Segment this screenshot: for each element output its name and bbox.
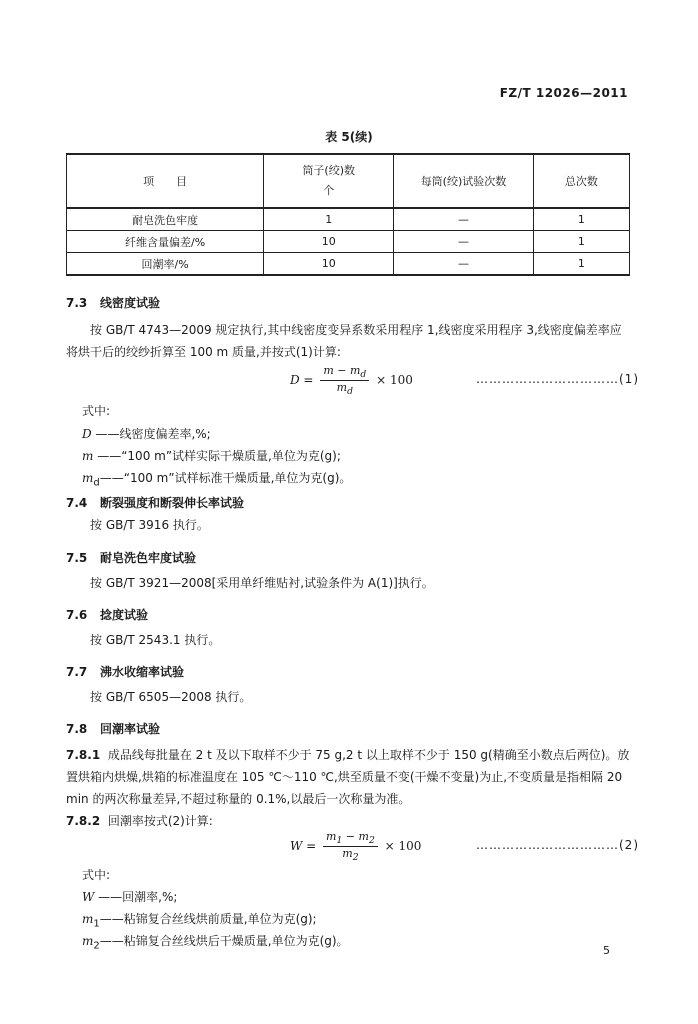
sampling-table: [66, 153, 630, 276]
formula-1-rhs: × 100: [376, 373, 413, 388]
section-title: 耐皂洗色牢度试验: [100, 551, 197, 565]
cell-count: 10: [264, 253, 394, 276]
cell-total: 1: [533, 253, 629, 276]
section-7-7-body: 按 GB/T 6505—2008 执行。: [90, 690, 252, 704]
section-7-4-heading: [66, 494, 244, 511]
cell-item: 回潮率/%: [67, 253, 264, 276]
variable-definition: m ——“100 m”试样实际干燥质量,单位为克(g);: [82, 449, 341, 463]
cell-total: 1: [533, 208, 629, 231]
variable-definition: W ——回潮率,%;: [82, 890, 178, 904]
formula-2-fraction: [323, 830, 378, 863]
table-row: [67, 231, 630, 253]
section-title: 断裂强度和断裂伸长率试验: [100, 496, 245, 510]
formula-1: [290, 364, 413, 397]
section-title: 沸水收缩率试验: [100, 665, 185, 679]
formula-2: [290, 830, 421, 863]
header-item: 项 目: [67, 154, 264, 208]
cell-per: —: [394, 253, 534, 276]
section-title: 线密度试验: [100, 296, 161, 310]
section-number: 7.8: [66, 722, 88, 736]
header-sample-count: [264, 154, 394, 208]
formula-1-denominator: $m_d$: [336, 381, 353, 398]
table-row: [67, 253, 630, 276]
cell-per: —: [394, 208, 534, 231]
header-sample-count-line2: 个: [323, 184, 335, 197]
table-row: [67, 208, 630, 231]
formula-2-lhs: W =: [290, 839, 317, 854]
cell-total: 1: [533, 231, 629, 253]
variable-definition: D ——线密度偏差率,%;: [82, 427, 211, 441]
cell-item: 耐皂洗色牢度: [67, 208, 264, 231]
section-number: 7.3: [66, 296, 88, 310]
header-sample-count-line1: 筒子(绞)数: [302, 164, 355, 177]
formula-1-fraction: [320, 364, 369, 397]
section-7-5-body: 按 GB/T 3921—2008[采用单纤维贴衬,试验条件为 A(1)]执行。: [90, 576, 434, 590]
where-label: 式中:: [82, 404, 111, 418]
section-7-6-body: 按 GB/T 2543.1 执行。: [90, 633, 221, 647]
section-number: 7.7: [66, 665, 88, 679]
formula-2-rhs: × 100: [384, 839, 422, 854]
subsection-number: 7.8.2: [66, 814, 101, 828]
table-header-row: [67, 154, 630, 208]
section-7-4-body: 按 GB/T 3916 执行。: [90, 518, 209, 532]
equation-number-1: ……………………………(1): [476, 372, 639, 386]
section-7-6-heading: [66, 606, 148, 623]
subsection-number: 7.8.1: [66, 748, 101, 762]
section-7-3-heading: [66, 294, 160, 311]
section-7-8-1-body: 7.8.1 成品线每批量在 2 t 及以下取样不少于 75 g,2 t 以上取样不少于 150 g(精确至小数点后两位)。放置烘箱内烘燥,烘箱的标准温度在 105 ℃～110 ℃,烘至质量不变(干燥不变量)为止,不变质量是指相隔 20 min 的两次称量差异,不超过称量的 0.1%,以最后一次称量为准。: [66, 748, 630, 806]
section-7-3-body: 按 GB/T 4743—2009 规定执行,其中线密度变异系数采用程序 1,线密度采用程序 3,线密度偏差率应将烘干后的绞纱折算至 100 m 质量,并按式(1)计算:: [66, 323, 622, 359]
formula-2-denominator: $m_2$: [342, 847, 359, 864]
header-total: 总次数: [533, 154, 629, 208]
cell-per: —: [394, 231, 534, 253]
section-title: 捻度试验: [100, 608, 149, 622]
variable-definition: $m_1——$粘锦复合丝线烘前质量,单位为克(g);: [82, 912, 317, 930]
section-number: 7.5: [66, 551, 88, 565]
header-tests-per-sample: 每筒(绞)试验次数: [394, 154, 534, 208]
section-number: 7.6: [66, 608, 88, 622]
section-7-5-heading: [66, 549, 196, 566]
cell-item: 纤维含量偏差/%: [67, 231, 264, 253]
cell-count: 10: [264, 231, 394, 253]
formula-2-numerator: $m_1 - m_2$: [323, 830, 378, 847]
cell-count: 1: [264, 208, 394, 231]
section-7-7-heading: [66, 663, 184, 680]
section-number: 7.4: [66, 496, 88, 510]
variable-definition: $m_2——$粘锦复合丝线烘后干燥质量,单位为克(g)。: [82, 934, 349, 952]
formula-1-lhs: D =: [290, 373, 314, 388]
table-title: 表 5(续): [325, 130, 373, 144]
formula-1-numerator: $m - m_d$: [320, 364, 369, 381]
standard-code: FZ/T 12026—2011: [499, 86, 628, 100]
section-7-8-heading: [66, 720, 160, 737]
equation-number-2: ……………………………(2): [476, 838, 639, 852]
section-7-8-2-body: 7.8.2 回潮率按式(2)计算:: [66, 814, 213, 828]
where-label: 式中:: [82, 868, 111, 882]
variable-definition: $m_d——“100$ m”试样标准干燥质量,单位为克(g)。: [82, 471, 352, 489]
page-number: 5: [603, 944, 610, 957]
section-title: 回潮率试验: [100, 722, 161, 736]
